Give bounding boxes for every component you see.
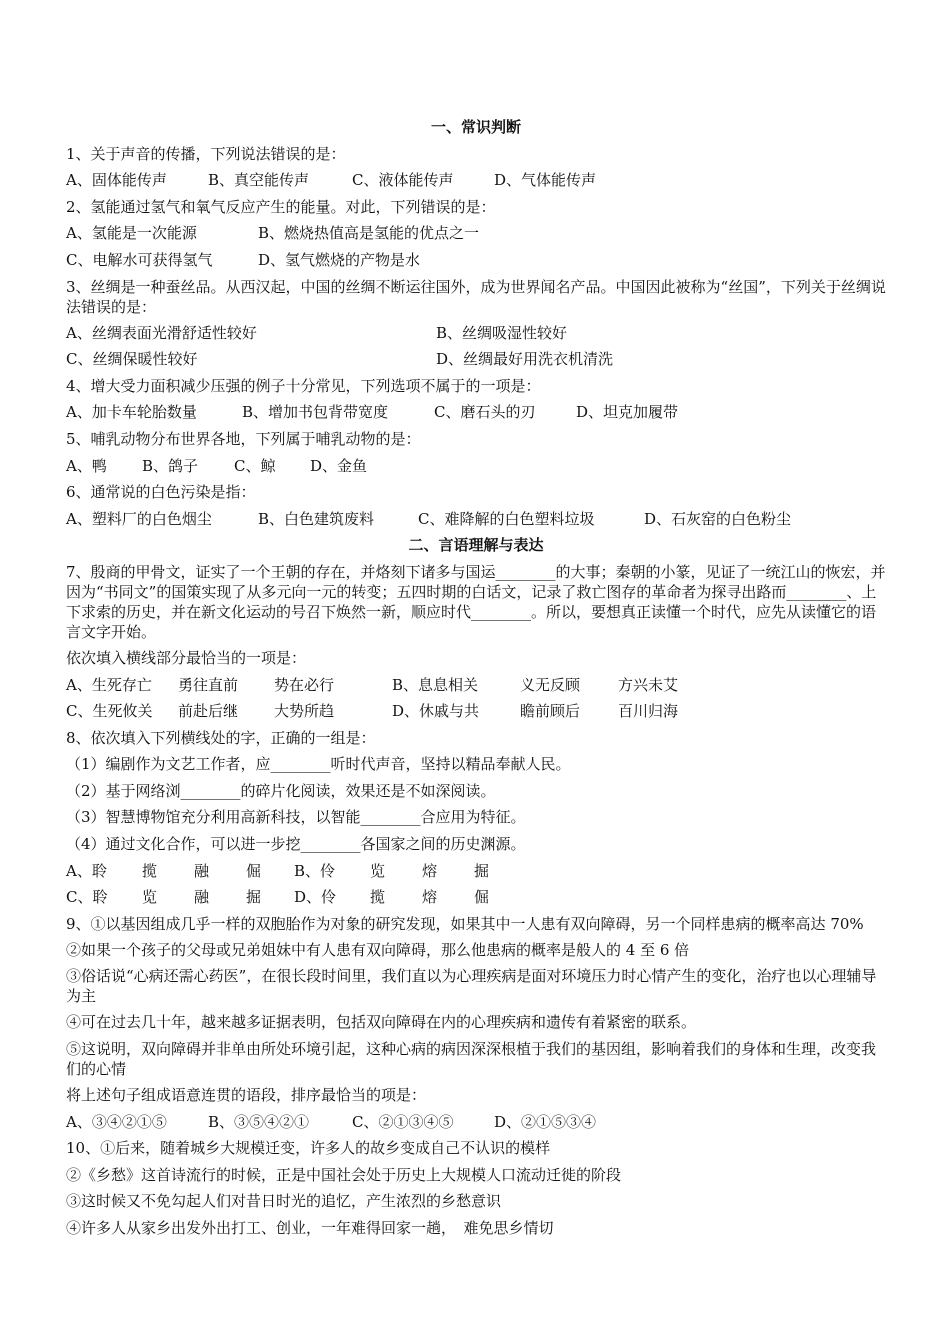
question-8-item-3: （3）智慧博物馆充分利用高新科技，以智能________合应用为特征。 xyxy=(66,808,526,827)
question-5-options xyxy=(66,453,886,480)
question-9-sentence-5: ⑤这说明，双向障碍并非单由所处环境引起，这种心病的病因深深根植于我们的基因组，影响着我们的身体和生理，改变我们的心情 xyxy=(66,1040,877,1079)
question-10-sentence-4: ④许多人从家乡出发外出打工、创业，一年难得回家一趟， 难免思乡情切 xyxy=(66,1219,554,1237)
question-2-options-row2 xyxy=(66,247,886,274)
question-4-option-c: C、磨石头的刃 xyxy=(434,403,536,422)
question-10-sentence-3: ③这时候又不免勾起人们对昔日时光的追忆，产生浓烈的乡愁意识 xyxy=(66,1192,502,1211)
question-3-stem: 3、丝绸是一种蚕丝品。从西汉起，中国的丝绸不断运往国外，成为世界闻名产品。中国因此被称为“丝国”，下列关于丝绸说法错误的是： xyxy=(66,277,886,316)
question-4-option-a: A、加卡车轮胎数量 xyxy=(66,403,197,422)
question-5-option-d: D、金鱼 xyxy=(310,456,368,475)
question-8-option-b-char3: 熔 xyxy=(422,861,438,880)
question-9-option-b: B、③⑤④②① xyxy=(208,1112,310,1131)
section-heading-verbal: 二、言语理解与表达 xyxy=(408,536,544,555)
question-1-option-c: C、液体能传声 xyxy=(352,171,454,190)
question-5-option-c: C、鲸 xyxy=(234,456,276,475)
question-8-option-c-char1: C、聆 xyxy=(66,888,108,907)
section-heading-common-sense: 一、常识判断 xyxy=(430,118,521,136)
question-1-option-d: D、气体能传声 xyxy=(494,171,597,190)
question-6-option-c: C、难降解的白色塑料垃圾 xyxy=(418,509,595,528)
question-5-option-a: A、鸭 xyxy=(66,456,107,475)
question-6-option-b: B、白色建筑废料 xyxy=(258,509,375,528)
question-8-option-b-char4: 掘 xyxy=(474,861,490,880)
question-6-option-a: A、塑料厂的白色烟尘 xyxy=(66,509,212,528)
question-8-option-a-char4: 倔 xyxy=(246,861,262,880)
question-7-option-d-word3: 百川归海 xyxy=(618,702,679,721)
question-2-stem: 2、氢能通过氢气和氧气反应产生的能量。对此，下列错误的是： xyxy=(66,197,496,216)
question-8-stem: 8、依次填入下列横线处的字，正确的一组是： xyxy=(66,728,376,747)
question-2-option-a: A、氢能是一次能源 xyxy=(66,224,197,243)
question-7-option-c-word3: 大势所趋 xyxy=(274,702,335,721)
question-8-item-4: （4）通过文化合作，可以进一步挖________各国家之间的历史渊源。 xyxy=(66,835,526,854)
question-1-stem: 1、关于声音的传播，下列说法错误的是： xyxy=(66,144,346,163)
question-9-options xyxy=(66,1109,886,1136)
question-7-option-c-word2: 前赴后继 xyxy=(178,702,239,721)
question-1-option-a: A、固体能传声 xyxy=(66,171,167,190)
question-8-option-d-char3: 熔 xyxy=(422,888,438,907)
question-4-option-b: B、增加书包背带宽度 xyxy=(242,403,389,422)
question-8-option-a-char2: 揽 xyxy=(142,861,158,880)
question-7-option-b-word1: B、息息相关 xyxy=(392,675,479,694)
question-3-option-c: C、丝绸保暖性较好 xyxy=(66,350,198,369)
question-2-options-row1 xyxy=(66,220,886,247)
question-9-sentence-2: ②如果一个孩子的父母或兄弟姐妹中有人患有双向障碍，那么他患病的概率是般人的 4 至 6 倍 xyxy=(66,940,690,959)
question-8-item-2: （2）基于网络浏________的碎片化阅读，效果还是不如深阅读。 xyxy=(66,781,496,800)
question-6-option-d: D、石灰窑的白色粉尘 xyxy=(644,509,792,528)
question-7-option-c-word1: C、生死攸关 xyxy=(66,702,153,721)
question-3-options-row2 xyxy=(66,346,886,373)
question-7-option-d-word2: 瞻前顾后 xyxy=(520,702,581,721)
question-2-option-b: B、燃烧热值高是氢能的优点之一 xyxy=(258,224,480,243)
question-3-options-row1 xyxy=(66,320,886,347)
question-3-option-a: A、丝绸表面光滑舒适性较好 xyxy=(66,323,257,342)
question-8-option-c-char2: 览 xyxy=(142,888,158,907)
question-8-option-a-char3: 融 xyxy=(194,861,210,880)
question-7-option-a-word3: 势在必行 xyxy=(274,675,335,694)
question-9-option-c: C、②①③④⑤ xyxy=(352,1112,454,1131)
question-6-options xyxy=(66,506,886,533)
question-7-option-a-word2: 勇往直前 xyxy=(178,675,239,694)
question-4-option-d: D、坦克加履带 xyxy=(576,403,679,422)
question-9-prompt: 将上述句子组成语意连贯的语段，排序最恰当的项是： xyxy=(66,1086,427,1105)
question-7-option-d-word1: D、休戚与共 xyxy=(392,702,480,721)
question-7-stem: 7、殷商的甲骨文，证实了一个王朝的存在，并烙刻下诸多与国运________的大事；秦朝的小篆，见证了一统江山的恢宏，并因为“书同文”的国策实现了从多元向一元的转变；五四时期的白话文，记录了救亡图存的革命者为探寻出路而________、上下求索的历史，并在新文化运动的号召下焕然一新，顺应时代________。所以，要想真正读懂一个时代，应先从读懂它的语言文字开始。 xyxy=(66,562,886,641)
question-8-item-1: （1）编剧作为文艺工作者，应________听时代声音，坚持以精品奉献人民。 xyxy=(66,755,571,774)
question-5-option-b: B、鸽子 xyxy=(142,456,199,475)
question-7-options-row2 xyxy=(66,698,886,725)
question-8-options-row2 xyxy=(66,884,886,911)
question-8-option-b-char1: B、伶 xyxy=(294,861,336,880)
question-7-options-row1 xyxy=(66,672,886,699)
question-8-option-d-char4: 倔 xyxy=(474,888,490,907)
question-8-option-a-char1: A、聆 xyxy=(66,861,107,880)
question-6-stem: 6、通常说的白色污染是指： xyxy=(66,483,256,502)
question-8-options-row1 xyxy=(66,858,886,885)
question-9-option-d: D、②①⑤③④ xyxy=(494,1112,597,1131)
question-7-option-b-word3: 方兴未艾 xyxy=(618,675,679,694)
question-7-option-b-word2: 义无反顾 xyxy=(520,675,581,694)
question-1-option-b: B、真空能传声 xyxy=(208,171,310,190)
question-8-option-b-char2: 览 xyxy=(370,861,386,880)
question-8-option-d-char1: D、伶 xyxy=(294,888,337,907)
question-3-option-d: D、丝绸最好用洗衣机清洗 xyxy=(436,350,614,369)
question-8-option-c-char4: 掘 xyxy=(246,888,262,907)
question-4-stem: 4、增大受力面积减少压强的例子十分常见，下列选项不属于的一项是： xyxy=(66,376,541,395)
question-1-options xyxy=(66,167,886,194)
question-3-option-b: B、丝绸吸湿性较好 xyxy=(436,323,568,342)
question-2-option-c: C、电解水可获得氢气 xyxy=(66,250,213,269)
question-9-sentence-4: ④可在过去几十年，越来越多证据表明，包括双向障碍在内的心理疾病和遗传有着紧密的联系。 xyxy=(66,1013,697,1032)
question-7-prompt: 依次填入横线部分最恰当的一项是： xyxy=(66,648,307,667)
question-10-sentence-2: ②《乡愁》这首诗流行的时候，正是中国社会处于历史上大规模人口流动迁徙的阶段 xyxy=(66,1165,622,1184)
question-7-option-a-word1: A、生死存亡 xyxy=(66,675,152,694)
question-5-stem: 5、哺乳动物分布世界各地，下列属于哺乳动物的是： xyxy=(66,429,421,448)
question-9-sentence-1: 9、①以基因组成几乎一样的双胞胎作为对象的研究发现，如果其中一人患有双向障碍，另一个同样患病的概率高达 70% xyxy=(66,914,864,933)
exam-page xyxy=(66,114,886,1242)
question-4-options xyxy=(66,399,886,426)
question-9-sentence-3: ③俗话说“心病还需心药医”，在很长段时间里，我们直以为心理疾病是面对环境压力时心情产生的变化，治疗也以心理辅导为主 xyxy=(66,967,877,1006)
question-8-option-c-char3: 融 xyxy=(194,888,210,907)
question-10-sentence-1: 10、①后来，随着城乡大规模迁变，许多人的故乡变成自己不认识的模样 xyxy=(66,1139,551,1158)
question-9-option-a: A、③④②①⑤ xyxy=(66,1112,167,1131)
question-2-option-d: D、氢气燃烧的产物是水 xyxy=(258,250,421,269)
question-8-option-d-char2: 揽 xyxy=(370,888,386,907)
